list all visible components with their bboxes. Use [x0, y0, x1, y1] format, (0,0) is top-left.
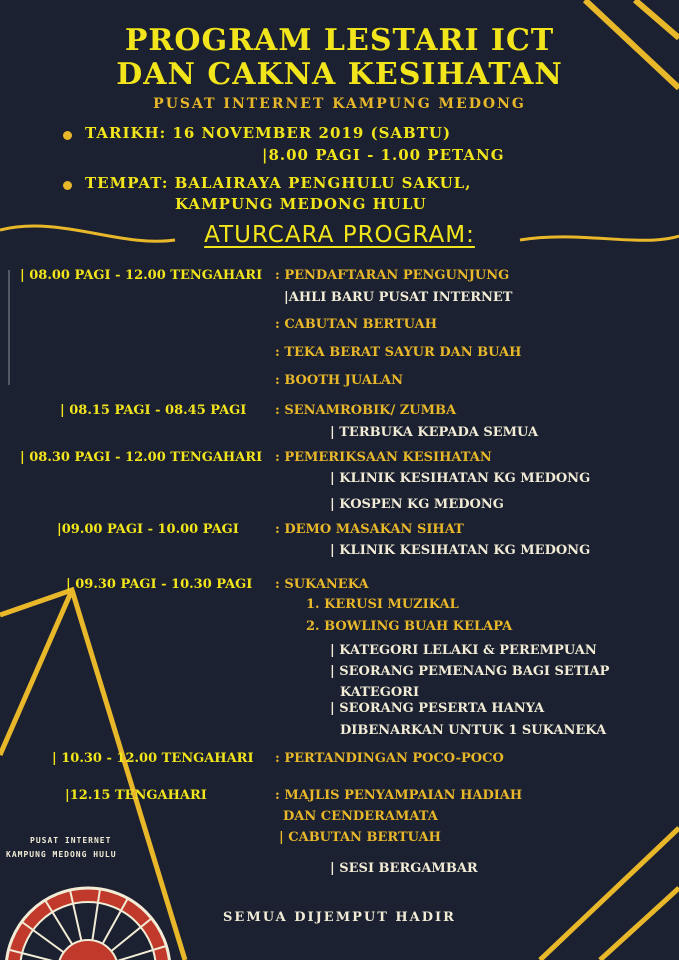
activity-detail: | SESI BERGAMBAR: [330, 861, 478, 876]
activity-detail: KATEGORI: [340, 685, 420, 700]
activity-detail: | KLINIK KESIHATAN KG MEDONG: [330, 471, 591, 486]
venue-line-2: KAMPUNG MEDONG HULU: [175, 195, 427, 213]
time-slot: | 08.15 PAGI - 08.45 PAGI: [60, 403, 247, 418]
bullet-icon: [63, 131, 72, 140]
activity: 1. KERUSI MUZIKAL: [306, 597, 459, 612]
activity-detail: | KLINIK KESIHATAN KG MEDONG: [330, 543, 591, 558]
activity: : DEMO MASAKAN SIHAT: [275, 522, 464, 537]
bullet-icon: [63, 181, 72, 190]
activity-detail: | KATEGORI LELAKI & PEREMPUAN: [330, 643, 597, 658]
activity: : PEMERIKSAAN KESIHATAN: [275, 450, 492, 465]
activity: : SUKANEKA: [275, 577, 369, 592]
logo: [0, 830, 175, 960]
time-slot: | 08.00 PAGI - 12.00 TENGAHARI: [20, 268, 263, 283]
activity: : PERTANDINGAN POCO-POCO: [275, 751, 504, 766]
activity-detail: |AHLI BARU PUSAT INTERNET: [284, 290, 513, 305]
activity: : PENDAFTARAN PENGUNJUNG: [275, 268, 510, 283]
activity: | CABUTAN BERTUAH: [279, 830, 441, 845]
time-slot: | 08.30 PAGI - 12.00 TENGAHARI: [20, 450, 263, 465]
schedule-heading: ATURCARA PROGRAM:: [204, 222, 475, 248]
activity: : BOOTH JUALAN: [275, 373, 403, 388]
time-slot: | 10.30 - 12.00 TENGAHARI: [52, 751, 254, 766]
activity: : MAJLIS PENYAMPAIAN HADIAH: [275, 788, 523, 803]
activity: 2. BOWLING BUAH KELAPA: [306, 619, 513, 634]
subtitle: PUSAT INTERNET KAMPUNG MEDONG: [153, 96, 526, 112]
time-slot: | 09.30 PAGI - 10.30 PAGI: [66, 577, 253, 592]
activity-detail: | TERBUKA KEPADA SEMUA: [330, 425, 539, 440]
logo-text-line-1: PUSAT INTERNET: [30, 836, 112, 845]
footer-invitation: SEMUA DIJEMPUT HADIR: [223, 910, 456, 925]
activity: DAN CENDERAMATA: [283, 809, 438, 824]
activity: : TEKA BERAT SAYUR DAN BUAH: [275, 345, 522, 360]
title-line-2: DAN CAKNA KESIHATAN: [116, 57, 563, 92]
logo-text-line-2: KAMPUNG MEDONG HULU: [6, 850, 117, 859]
title-line-1: PROGRAM LESTARI ICT: [124, 23, 555, 58]
activity-detail: | SEORANG PEMENANG BAGI SETIAP: [330, 664, 610, 679]
deco-bottom-left-line: [0, 590, 72, 755]
activity: : CABUTAN BERTUAH: [275, 317, 437, 332]
date-line: TARIKH: 16 NOVEMBER 2019 (SABTU): [85, 124, 452, 142]
venue-line-1: TEMPAT: BALAIRAYA PENGHULU SAKUL,: [85, 174, 472, 192]
time-line: |8.00 PAGI - 1.00 PETANG: [262, 146, 505, 164]
deco-bottom-right-line-1: [540, 828, 679, 960]
activity-detail: | KOSPEN KG MEDONG: [330, 497, 504, 512]
time-slot: |09.00 PAGI - 10.00 PAGI: [57, 522, 239, 537]
activity: : SENAMROBIK/ ZUMBA: [275, 403, 457, 418]
activity-detail: DIBENARKAN UNTUK 1 SUKANEKA: [340, 723, 607, 738]
time-slot: |12.15 TENGAHARI: [65, 788, 207, 803]
activity-detail: | SEORANG PESERTA HANYA: [330, 701, 545, 716]
